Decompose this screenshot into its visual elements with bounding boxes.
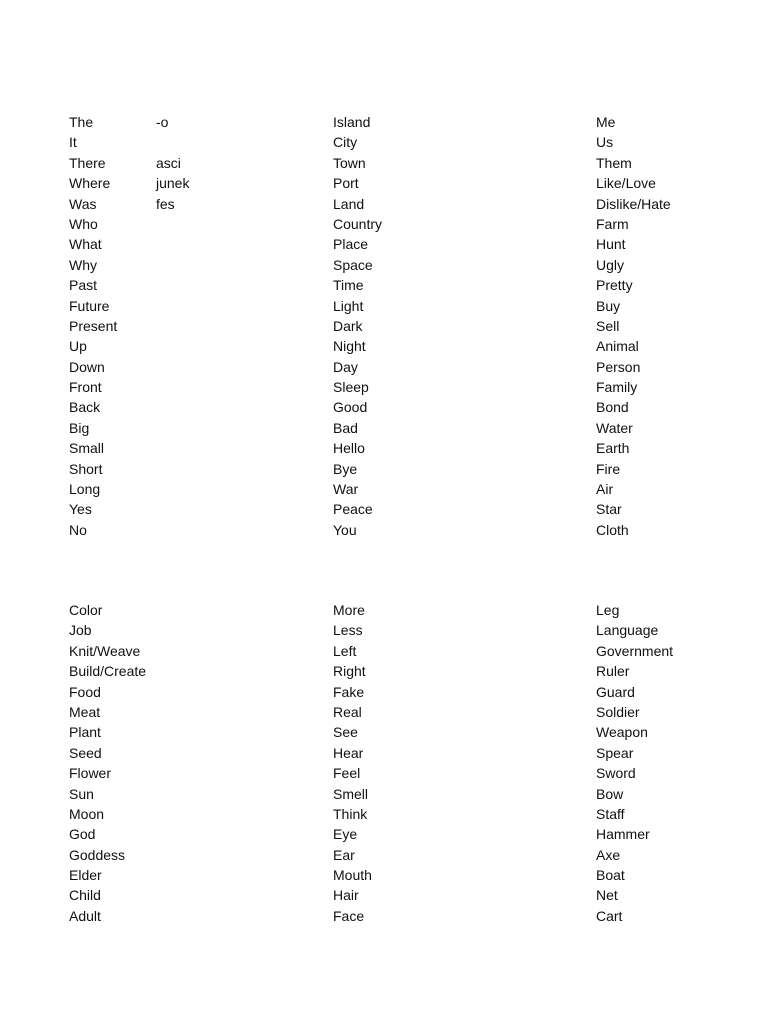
word-entry: No: [69, 521, 87, 538]
word-entry: Sell: [596, 317, 620, 334]
word-entry: Big: [69, 419, 90, 436]
word-entry: Government: [596, 642, 674, 659]
word-entry: Time: [333, 277, 364, 294]
word-entry: Fire: [596, 460, 621, 477]
word-entry: Job: [69, 622, 92, 639]
word-entry: Hear: [333, 744, 364, 761]
word-entry: Real: [333, 703, 362, 720]
word-entry: Hammer: [596, 826, 650, 843]
word-entry: Axe: [596, 846, 621, 863]
word-column-right: [596, 112, 671, 540]
word-entry: Family: [596, 379, 638, 396]
word-entry: Good: [333, 399, 368, 416]
word-entry: Down: [69, 358, 105, 375]
word-entry: Eye: [333, 826, 358, 843]
word-entry: The: [69, 114, 94, 130]
word-entry: Think: [333, 805, 368, 822]
word-entry: Hair: [333, 887, 359, 904]
word-entry: Long: [69, 481, 101, 498]
word-entry: Air: [596, 481, 614, 498]
word-entry: War: [333, 481, 359, 498]
word-entry: Where: [69, 175, 111, 192]
translation-word: [156, 132, 189, 152]
word-entry: Smell: [333, 785, 369, 802]
word-entry: Face: [333, 907, 365, 924]
word-entry: Staff: [596, 805, 625, 822]
word-entry: Bad: [333, 419, 358, 436]
word-entry: Boat: [596, 867, 625, 884]
word-entry: There: [69, 154, 106, 171]
word-entry: Hunt: [596, 236, 626, 253]
word-entry: Language: [596, 622, 659, 639]
word-entry: Color: [69, 602, 103, 618]
word-entry: Present: [69, 317, 118, 334]
word-entry: Hello: [333, 440, 365, 457]
translation-word: asci: [156, 154, 181, 171]
word-entry: Front: [69, 379, 102, 396]
word-entry: Pretty: [596, 277, 633, 294]
word-entry: Earth: [596, 440, 630, 457]
word-entry: Flower: [69, 765, 112, 782]
word-entry: Us: [596, 134, 614, 151]
translation-word: fes: [156, 195, 175, 212]
word-entry: Elder: [69, 867, 102, 884]
word-entry: Port: [333, 175, 359, 192]
word-entry: Dislike/Hate: [596, 195, 671, 212]
word-entry: Fake: [333, 683, 365, 700]
word-entry: Buy: [596, 297, 621, 314]
word-entry: Yes: [69, 501, 92, 518]
word-entry: Weapon: [596, 724, 648, 741]
word-entry: Past: [69, 277, 98, 294]
word-entry: Moon: [69, 805, 105, 822]
word-entry: Star: [596, 501, 622, 518]
word-column-middle: [333, 112, 382, 540]
word-entry: Mouth: [333, 867, 372, 884]
translation-word: junek: [156, 175, 190, 192]
word-entry: God: [69, 826, 96, 843]
word-entry: Child: [69, 887, 101, 904]
word-entry: Adult: [69, 907, 101, 924]
word-entry: Them: [596, 154, 632, 171]
word-entry: Island: [333, 114, 371, 130]
word-entry: You: [333, 521, 357, 538]
word-entry: City: [333, 134, 358, 151]
word-column-english: [69, 112, 117, 540]
word-entry: Animal: [596, 338, 639, 355]
word-entry: Leg: [596, 602, 620, 618]
word-entry: Ear: [333, 846, 355, 863]
word-entry: Space: [333, 256, 373, 273]
word-entry: Country: [333, 215, 383, 232]
word-entry: Cloth: [596, 521, 629, 538]
word-entry: Light: [333, 297, 364, 314]
word-entry: Up: [69, 338, 87, 355]
word-entry: Who: [69, 215, 98, 232]
word-entry: Sword: [596, 765, 636, 782]
word-entry: Short: [69, 460, 103, 477]
word-entry: Me: [596, 114, 616, 130]
word-entry: Net: [596, 887, 618, 904]
word-entry: Was: [69, 195, 97, 212]
word-entry: Night: [333, 338, 366, 355]
word-entry: Place: [333, 236, 369, 253]
word-entry: What: [69, 236, 102, 253]
word-entry: Back: [69, 399, 101, 416]
word-entry: Town: [333, 154, 366, 171]
word-entry: Right: [333, 663, 366, 680]
word-entry: Ruler: [596, 663, 630, 680]
word-entry: Dark: [333, 317, 363, 334]
word-entry: It: [69, 134, 77, 151]
word-entry: Water: [596, 419, 633, 436]
word-entry: Goddess: [69, 846, 126, 863]
word-entry: Ugly: [596, 256, 625, 273]
word-entry: Knit/Weave: [69, 642, 141, 659]
word-entry: Cart: [596, 907, 623, 924]
word-entry: Why: [69, 256, 97, 273]
word-entry: Land: [333, 195, 365, 212]
word-entry: Sleep: [333, 379, 369, 396]
word-entry: Small: [69, 440, 105, 457]
translation-word: -o: [156, 114, 169, 130]
word-entry: Person: [596, 358, 641, 375]
word-entry: More: [333, 602, 365, 618]
word-entry: Bye: [333, 460, 358, 477]
word-entry: Day: [333, 358, 358, 375]
word-entry: Bond: [596, 399, 629, 416]
word-column-english: [69, 600, 146, 926]
word-entry: Meat: [69, 703, 101, 720]
word-entry: Build/Create: [69, 663, 147, 680]
word-entry: Future: [69, 297, 110, 314]
word-entry: Soldier: [596, 703, 640, 720]
word-entry: Spear: [596, 744, 634, 761]
word-entry: Food: [69, 683, 101, 700]
word-entry: Farm: [596, 215, 629, 232]
word-entry: Left: [333, 642, 357, 659]
word-entry: Seed: [69, 744, 102, 761]
word-column-right: [596, 600, 673, 926]
word-entry: Feel: [333, 765, 361, 782]
word-entry: Less: [333, 622, 363, 639]
word-entry: Plant: [69, 724, 101, 741]
word-entry: Bow: [596, 785, 624, 802]
word-entry: Sun: [69, 785, 94, 802]
word-entry: Like/Love: [596, 175, 656, 192]
word-column-middle: [333, 600, 372, 926]
word-entry: Guard: [596, 683, 635, 700]
word-column-translation: [156, 112, 189, 214]
word-entry: See: [333, 724, 358, 741]
word-entry: Peace: [333, 501, 373, 518]
